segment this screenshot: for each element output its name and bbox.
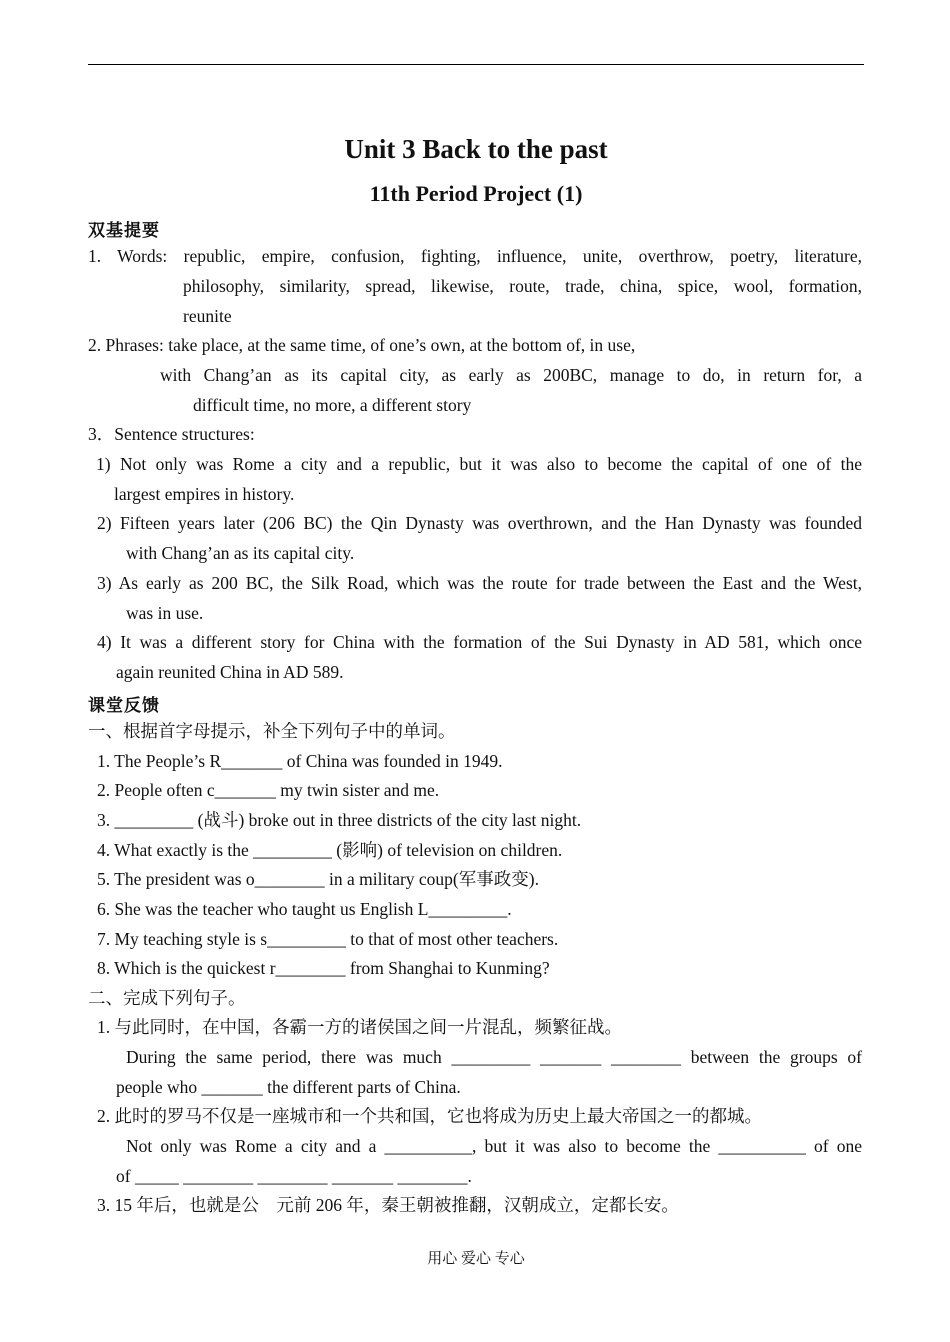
sentence-1-line-1: 1) Not only was Rome a city and a republic, but it was also to become the capital of one of the <box>96 454 862 474</box>
sentence-1-line-2: largest empires in history. <box>114 484 295 504</box>
section-heading-feedback: 课堂反馈 <box>88 696 160 716</box>
translation-2-chinese: 2. 此时的罗马不仅是一座城市和一个共和国，它也将成为历史上最大帝国之一的都城。 <box>97 1106 762 1126</box>
translation-3-chinese: 3. 15 年后，也就是公 元前 206 年，秦王朝被推翻，汉朝成立，定都长安。 <box>97 1195 679 1215</box>
exercise-1-item: 1. The People’s R_______ of China was founded in 1949. <box>97 751 503 771</box>
sentence-4-line-1: 4) It was a different story for China with the formation of the Sui Dynasty in AD 581, which once <box>97 632 862 652</box>
exercise-4-item: 4. What exactly is the _________ (影响) of television on children. <box>97 840 563 860</box>
part1-heading: 一、根据首字母提示，补全下列句子中的单词。 <box>88 721 456 741</box>
exercise-6-item: 6. She was the teacher who taught us English L_________. <box>97 899 512 919</box>
translation-1-chinese: 1. 与此同时，在中国，各霸一方的诸侯国之间一片混乱，频繁征战。 <box>97 1017 622 1037</box>
translation-1-english-line-2: people who _______ the different parts of China. <box>116 1077 461 1097</box>
phrases-line-1: 2. Phrases: take place, at the same time, of one’s own, at the bottom of, in use, <box>88 335 636 355</box>
translation-2-english-line-2: of _____ ________ ________ _______ ________. <box>116 1166 472 1186</box>
page-footer: 用心 爱心 专心 <box>427 1251 525 1267</box>
sentence-3-line-2: was in use. <box>126 603 204 623</box>
phrases-line-2: with Chang’an as its capital city, as early as 200BC, manage to do, in return for, a <box>160 365 862 385</box>
part2-heading: 二、完成下列句子。 <box>88 988 246 1008</box>
section-heading-basics: 双基提要 <box>88 221 160 241</box>
words-line-1: 1. Words: republic, empire, confusion, fighting, influence, unite, overthrow, poetry, literature, <box>88 246 862 266</box>
page-title: Unit 3 Back to the past <box>344 134 608 164</box>
exercise-2-item: 2. People often c_______ my twin sister and me. <box>97 780 440 800</box>
page-subtitle: 11th Period Project (1) <box>369 181 583 206</box>
exercise-7-item: 7. My teaching style is s_________ to that of most other teachers. <box>97 929 559 949</box>
words-line-2: philosophy, similarity, spread, likewise, route, trade, china, spice, wool, formation, <box>183 276 862 296</box>
words-line-3: reunite <box>183 306 232 326</box>
translation-1-english-line-1: During the same period, there was much _________ _______ ________ between the groups of <box>126 1047 862 1067</box>
phrases-line-3: difficult time, no more, a different story <box>193 395 472 415</box>
exercise-8-item: 8. Which is the quickest r________ from Shanghai to Kunming? <box>97 958 550 978</box>
sentence-2-line-1: 2) Fifteen years later (206 BC) the Qin Dynasty was overthrown, and the Han Dynasty was founded <box>97 513 862 533</box>
sentence-2-line-2: with Chang’an as its capital city. <box>126 543 355 563</box>
sentence-structures-heading: 3．Sentence structures: <box>88 424 255 444</box>
header-rule <box>88 64 864 65</box>
exercise-3-item: 3. _________ (战斗) broke out in three districts of the city last night. <box>97 810 582 830</box>
sentence-3-line-1: 3) As early as 200 BC, the Silk Road, which was the route for trade between the East and the West, <box>97 573 862 593</box>
translation-2-english-line-1: Not only was Rome a city and a __________, but it was also to become the __________ of one <box>126 1136 862 1156</box>
exercise-5-item: 5. The president was o________ in a military coup(军事政变). <box>97 869 539 889</box>
sentence-4-line-2: again reunited China in AD 589. <box>116 662 344 682</box>
